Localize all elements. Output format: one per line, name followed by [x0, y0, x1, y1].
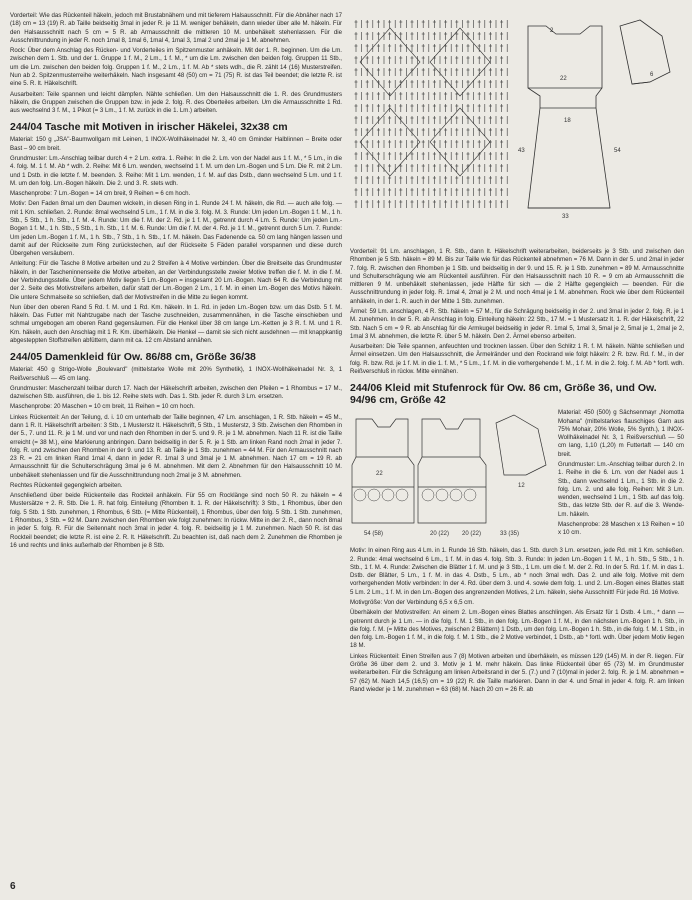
text-paragraph: Material: 450 (500) g Sächsenmayr „Nomotta Mohana" (mittelstarkes flauschiges Garn aus 75% Mohair, 20% Wolle, 5% Synth.), 1 INOX-Wollhäkelnadel Nr. 3, 1 Reißverschluß — 50 cm lang, 1,10 (1,20) m Futtertaft — 140 cm breit.	[558, 409, 684, 458]
text-paragraph: Anschließend über beide Rückenteile das Rockteil anhäkeln. Für 55 cm Rocklänge sind noch 50 R. zu häkeln = 4 Mustersätze + 2. R. Stb. Die 1. R. hat folg. Einteilung (Rhomben lt. 1. R. der Häkelschrift): 3 Stb., 1 Rhombus, über den folg. 5 Stb. 1 Stb. zunehmen, 1 Rhombus, 6 Stb. (= Mitte Rückenteil), 1 Rhombus, über den folg. 5 Stb. 1 Stb. zunehmen, 1 Rhombus, 3 Stb. = 92 M. Dann zwischen den Rhomben wie folgt zunehmen: In rückw. Mitte in der 2. R., dann noch 8mal in jeder 5. folg. R. Für die Seitennaht noch 3mal in jeder 4. folg. R. beidseitig je 1 M. zunehmen. Nach 50 R. ist das Rockteil beendet; die letzte R. ist eine 2. R. lt. Häkelschrift. Zu beachten ist, daß nach dem 2. Zunehmen die Rhomben je 16 und rechts und links außerhalb der Rhomben je 8 Stb.	[10, 492, 342, 549]
lace-motif	[396, 489, 408, 501]
text-paragraph: Maschenprobe: 28 Maschen x 13 Reihen = 10 x 10 cm.	[558, 521, 684, 537]
lace-motif	[422, 489, 434, 501]
text-paragraph: Ausarbeiten: Die Teile spannen, anfeuchten und trocknen lassen. Über den Schlitz 1 R. f. M. häkeln. Nähte schließen und Ärmel einsetzen. Um den Halsausschnitt, die Ärmelränder und den Rockrand wie folgt häkeln: 2 R. bzw. Rd. f. M., in der folg. R. bzw. Rd. je 1 f. M. in die 1. f. M., * 5 Lm., 1 f. M. in die vorhergehende f. M., 1 f. M. in die 2. folg. f. M. Ab * fortl. wdh. Reißverschluß in rückw. Mitte einnähen.	[350, 343, 684, 375]
text-paragraph: Grundmuster: Lm.-Anschlag teilbar durch 4 + 2 Lm. extra. 1. Reihe: In die 2. Lm. von der Nadel aus 1 f. M., * 5 Lm., in die 4. folg. M. 1 f. M. Ab * wdh. 2. Reihe: Mit 6 Lm. wenden, wechselnd 1 f. M. um den Lm.-Bogen und 5 Lm. Die R. mit 2 Lm. und 1 Dstb. in die letzte f. M. beenden. 3. Reihe: Mit 1 Lm. wenden, 1 f. M. auf das Dstb., dann wechselnd 5 Lm. und 1 f. M. um den folg. Lm.-Bogen häkeln. Die 2. und 3. R. stets wdh.	[10, 155, 342, 187]
text-paragraph: Material: 450 g Strigo-Wolle „Boulevard" (mittelstarke Wolle mit 20% Synthetik), 1 INOX-Wollhäkelnadel Nr. 3, 1 Reißverschluß — 45 cm lang.	[10, 366, 342, 382]
measure-label: 54	[614, 148, 621, 154]
text-paragraph: Nun über den oberen Rand 5 Rd. f. M. und 1 Rd. Km. häkeln. In 1. Rd. in jeden Lm.-Bogen bzw. um das Dstb. 5 f. M. häkeln. Das Futter mit Nahtzugabe nach der Tasche zuschneiden, zusammennähen, in die Tasche einschieben und schmal umgebogen am oberen Rand gegensäumen. Für die Henkel über 38 cm lange Lm.-Ketten je 3 R. f. M. und 1 R. Km. häkeln, auch den Anschlag mit 1 R. Km. überhäkeln. Die Henkel — damit sie sich nicht ausdehnen — mit knappkantig abgesteppten Stoffstreifen abfüttern, dann mit ca. 12 cm Abstand annähen.	[10, 303, 342, 344]
rhombus-motif	[430, 28, 490, 96]
material-sidetext	[558, 409, 684, 547]
text-paragraph: Linkes Rückenteil: Einen Streifen aus 7 (8) Motiven arbeiten und überhäkeln, es müssen 129 (145) M. in der R. liegen. Für Größe 36 über dem 2. und 3. Motiv je 1 M. mehr häkeln. Das linke Rückenteil über 65 (73) M. im Grundmuster weiterarbeiten. Für die Schrägung am linken Arbeitsrand in der 5. (7.) und 7 (10)mal in jeder 2. folg. R. je 1 M. abnehmen = 57 (62) M. Nach 14,5 (16,5) cm = 19 (22) R. die Taille markieren. Dann in der 4. und 5mal in jeder 4. folg. R. am linken Rand wieder je 1 M. zunehmen = 63 (68) M. Nach 20 cm = 26 R. ab	[350, 652, 684, 693]
rhombus-motif	[360, 28, 420, 96]
text-paragraph: Linkes Rückenteil: An der Teilung, d. i. 10 cm unterhalb der Taille beginnen, 47 Lm. anschlagen, 1 R. Stb. häkeln = 45 M., dann 1 R. lt. Häkelschrift arbeiten: 3 Stb., 1 Musterstz lt. Häkelschrift, 5 Stb., 1 Musterstz, 3 Stb. Zwischen den Rhomben in der 5., 7. und 11. R. je 1 M. und vor und nach den Rhomben in der 5. und 9. R. je 1 M. abnehmen. Nach 11 R. ist die Taille erreicht (= 38 M.), eine Markierung anbringen. Dann beidseitig in der 5. R. je 1 Stb. am linken Rand noch 2mal in jeder 7. folg. R. und zwischen den Rhomben in der 9. und 13. R. ab Taille je 1 Stb. zunehmen = 44 M. Für den Armausschnitt nach 23 R. = 21 cm linken Rand 1mal 4, dann in jeder R. 1mal 3 und 3mal je 1 M. abnehmen. Nach 17 cm = 19 R. ab Armausschnitt für die Schulterschrägung 3mal je 6 M. abnehmen. Mit dem 2. Abnehmen für den Halsausschnitt 10 M. unbehäkelt stehenlassen und für die Ausschnittrundung noch 2mal je 3 M. abnehmen.	[10, 413, 342, 479]
text-paragraph: Ärmel: 59 Lm. anschlagen, 4 R. Stb. häkeln = 57 M., für die Schrägung beidseitig in der 2. und 3mal in jeder 2. folg. R. je 1 M. zunehmen. In der 5. R. ab Anschlag in folg. Einteilung häkeln: 22 Stb., 17 M. = 1 Mustersatz lt. 1. R. der Häkelschrift, 22 Stb. Nach 5 cm = 9 R. ab Anschlag für die Armkugel beidseitig in jeder R. 1mal 5, 1mal 3, 5mal je 2, 5mal je 1, 2mal je 2, 1mal 3 M. abnehmen, die letzte R. über 5 M. häkeln. Den 2. Ärmel ebenso arbeiten.	[350, 307, 684, 340]
text-paragraph: Rock: Über dem Anschlag des Rücken- und Vorderteiles im Spitzenmuster anhäkeln. Mit der 1. R. beginnen. Um die Lm. zwischen dem 1. Stb. und der 1. Gruppe 1 f. M., 2 Lm., 1 f. M., * um die Lm. zwischen den beiden folg. Gruppen 11 Stb., um die Lm. zwischen den beiden folg. Gruppen 1 f. M., 2 Lm., 1 f. M. Ab * stets wdh., die R. zählt 14 (16) Musterstreifen. Nun ab 2. Spitzenmusterreihe weiterhäkeln. Nach insgesamt 48 (50) cm = 71 (75) R. ist das Teil beendet; die letzte R. ist eine 5. R. lt. Häkelschrift.	[10, 47, 342, 88]
measure-label: 12	[518, 483, 525, 490]
measure-label: 20 (22)	[430, 531, 450, 538]
crochet-chart-svg	[350, 12, 684, 244]
text-paragraph: Vorderteil: 91 Lm. anschlagen, 1 R. Stb., dann lt. Häkelschrift weiterarbeiten, beiderseits je 3 Stb. und zwischen den Rhomben je 5 Stb. häkeln = 89 M. Bis zur Taille wie für das Rückenteil abnehmen = 76 M. Dann in der 5. und 2mal in jeder 7. folg. R. zwischen den Rhomben je 1 Stb. und beidseitig in der 9. und 15. R. je 1 Stb. zunehmen = 89 M. Armausschnitte und Schulterschrägung wie am Rückenteil ausführen. Für den Halsausschnitt nach 10 R. = 9 cm ab Armausschnitt die mittleren 9 M. unbehäkelt stehenlassen, jede Hälfte für sich — die 2 Hälfte gegengleich — beenden. Für die Ausschnittrundung in jeder folg. R. 1mal 4, 2mal je 2 M. und noch 4mal je 1 M. abnehmen. Rock wie über dem Rückenteil anhäkeln, in der 1. R. auch in der Mitte 1 Stb. zunehmen.	[350, 248, 684, 305]
text-paragraph: Grundmuster: Maschenzahl teilbar durch 17. Nach der Häkelschrift arbeiten, zwischen den Pfeilen = 1 Rhombus = 17 M., dazwischen Stb. ausführen, die 1. bis 12. Reihe stets wdh. Das 1. Stb. jeder R. durch 3 Lm. ersetzen.	[10, 384, 342, 401]
lace-motif	[450, 489, 462, 501]
measure-label: 22	[560, 76, 567, 82]
measure-label: 54 (58)	[364, 531, 384, 538]
rhombus-motif	[430, 108, 490, 176]
lace-motif	[368, 489, 380, 501]
text-paragraph: Motiv: Den Faden 8mal um den Daumen wickeln, in diesen Ring in 1. Runde 24 f. M. häkeln, die Rd. — auch alle folg. — mit 1 Km. schließen. 2. Runde: 8mal wechselnd 5 Lm., 1 f. M. in die 3. folg. M. 3. Runde: Um jeden Lm.-Bogen 1 f. M., 1 h. Stb., 5 Stb., 1 h. Stb., 1 f. M. 4. Runde: Um die f. M. der 2. Rd. je 1 f. M., getrennt durch 4 Lm. 5. Runde: Um jeden Lm.-Bogen 1 f. M., 1 h. Stb., 5 Stb., 1 h. Stb., 1 f. M. 6. Runde: Um die f. M. der 4. Rd. je 1 f. M., getrennt durch 5 Lm. 7. Runde: Um jeden Lm.-Bogen 1 f. M., 1 h. Stb., 7 Stb., 1 h. Stb., 1 f. M. häkeln. Das Fadenende ca. 50 cm lang hängen lassen und damit auf der Rückseite zum Ring zurückstechen, auf der Rückseite 5 Fäden parallel vorspannen und diese durch Übergehen versäubern.	[10, 200, 342, 258]
diagram-with-sidetext	[350, 409, 684, 547]
text-paragraph: Motiv: In einen Ring aus 4 Lm. in 1. Runde 16 Stb. häkeln, das 1. Stb. durch 3 Lm. ersetzen, jede Rd. mit 1 Km. schließen. 2. Runde: 4mal wechselnd 6 Lm., 1 f. M. in das 4. folg. Stb. 3. Runde: In jeden Lm.-Bogen 1 f. M., 1 h. Stb., 5 Stb., 1 h. Stb., 1 f. M. 4. Runde: Zwischen die Blätter 1 f. M. und je 3 Stb., 1 Lm. um die f. M. der 2. Rd. In der 5. Rd. 1 f. M. in das 1. Dstb. der Blätter, 5 Lm., 1 f. M. in das 4. Dstb., 5 Lm., ab * noch 3mal wdh. Das 2. und alle folg. Motive mit dem vorhergehenden Motiv verbinden: In der 4. Rd. über dem 3. und 4. sowie dem folg. 1. und 2. Lm.-Bogen eines Blattes statt 5 Lm. 2 Lm., 1 f. M. in den Lm.-Bogen des angrenzenden Motives, 2 Lm. häkeln, siehe Ausschnitt! Für jede Rd. 16 Motive.	[350, 547, 684, 596]
dress-pattern-outline	[528, 20, 670, 208]
text-paragraph: Überhäkeln der Motivstreifen: An einem 2. Lm.-Bogen eines Blattes anschlingen. Als Ersatz für 1 Dstb. 4 Lm., * dann — getrennt durch je 1 Lm. — in die folg. f. M. 1 Stb., in den folg. Lm.-Bogen 1 f. M., in den nächsten Lm.-Bogen 1 h. Stb., in die folg. f. M. (= Mitte des Motives, zwischen 2 Blättern) 1 Dstb., um den folg. Lm.-Bogen 1 h. Stb., in die folg. f. M. 1 Stb., in den folg. Lm.-Bogen 1 f. M., in die folg. f. M. 1 Stb., die 2 Motive verbindet, 1 Dstb., ab * fortl. wdh. Über jedem Motiv liegen 18 M.	[350, 609, 684, 650]
page-number: 6	[10, 881, 16, 892]
lace-motif	[464, 489, 476, 501]
measure-label: 33 (35)	[500, 531, 520, 538]
text-paragraph: Motivgröße: Von der Verbindung 6,5 x 6,5 cm.	[350, 599, 474, 607]
text-paragraph: Ausarbeiten: Teile spannen und leicht dämpfen. Nähte schließen. Um den Halsausschnitt die 1. R. des Grundmusters häkeln, die Gruppen zwischen die Gruppen bzw. in jede 2. folg. R. des Oberteiles arbeiten. Um die Armausschnitte 1 Rd. aus wechselnd 3 f. M., 1 Pikot (= 3 Lm., 1 f. M. zurück in die 1. Lm.) arbeiten.	[10, 90, 342, 115]
right-column	[350, 12, 684, 696]
text-paragraph: Maschenprobe: 7 Lm.-Bogen = 14 cm breit, 9 Reihen = 6 cm hoch.	[10, 190, 191, 198]
tiered-dress-svg	[350, 409, 552, 543]
lace-motif	[382, 489, 394, 501]
section-heading-bag: 244/04 Tasche mit Motiven in irischer Häkelei, 32x38 cm	[10, 121, 288, 134]
crochet-chart-and-pattern-diagram	[350, 12, 684, 244]
tiered-dress-pattern-diagram	[350, 409, 552, 543]
measure-label: 6	[650, 72, 654, 78]
measure-label: 18	[564, 118, 571, 124]
text-paragraph: Vorderteil: Wie das Rückenteil häkeln, jedoch mit Brustabnähern und mit tieferem Halsausschnitt. Für die Abnäher nach 17 (18) cm = 13 (19) R. ab Taille beidseitig 3mal in jeder R. je 11 M. weniger behäkeln, dann wieder über alle M. häkeln. Für den Halsausschnitt nach 5 cm = 5 R. ab Armausschnitt die mittleren 10 M. unbehäkelt stehenlassen. Für die Ausschnittrundung in jeder R. noch 1mal 8, 1mal 6, 1mal 4, 1mal 3, 1mal 2 und 2mal je 1 M. abnehmen.	[10, 12, 342, 44]
measure-label: 22	[376, 471, 383, 478]
text-paragraph: Rechtes Rückenteil gegengleich arbeiten.	[10, 481, 123, 489]
measure-label: 43	[518, 148, 525, 154]
text-paragraph: Material: 150 g „JSA"-Baumwollgarn mit Leinen, 1 INOX-Wollhäkelnadel Nr. 3, 40 cm Gminder Halblinnen – Breite oder Bast – 90 cm breit.	[10, 136, 342, 152]
section-heading-tiered-dress: 244/06 Kleid mit Stufenrock für Ow. 86 cm, Größe 36, und Ow. 94/96 cm, Größe 42	[350, 382, 657, 407]
text-paragraph: Maschenprobe: 20 Maschen = 10 cm breit, 11 Reihen = 10 cm hoch.	[10, 403, 195, 411]
lace-motif	[436, 489, 448, 501]
lace-motif	[354, 489, 366, 501]
measure-label: 20 (22)	[462, 531, 482, 538]
measure-label: 33	[562, 214, 569, 220]
measure-label: 2	[550, 28, 554, 34]
left-column	[10, 12, 342, 552]
section-heading-dress: 244/05 Damenkleid für Ow. 86/88 cm, Größe 36/38	[10, 351, 256, 364]
text-paragraph: Grundmuster: Lm.-Anschlag teilbar durch 2. In 1. Reihe in die 6. Lm. von der Nadel aus 1 Stb., dann wechselnd 1 Lm., 1 Stb. in die 2. folg. Lm. 2. und alle folg. Reihen: Mit 3 Lm. wenden, wechselnd 1 Lm., 1 Stb. auf das folg. Stb., das letzte Stb. der R. auf die 3. Wende-Lm. häkeln.	[558, 461, 684, 518]
text-paragraph: Anleitung: Für die Tasche 8 Motive arbeiten und zu 2 Streifen à 4 Motive verbinden. Über die Breitseite das Grundmuster häkeln, in der Tascheninnenseite die Motive arbeiten, an der Verbindungsstelle zweier Motive treffen die f. M. in die f. M. der Verbindungsstelle. Über jedem Motiv liegen 5 Lm.-Bogen = insgesamt 20 Lm.-Bogen. Nach 64 R. die Verbindung mit der 2. Seite des Motivstreifens arbeiten, dafür statt der Lm.-Bogen 2 Lm., 1 f. M. in einen Lm.-Bogen des Motivs häkeln. Die untere Schmalseite so schließen, daß der Motivstreifen in die Mitte zu liegen kommt.	[10, 260, 342, 301]
